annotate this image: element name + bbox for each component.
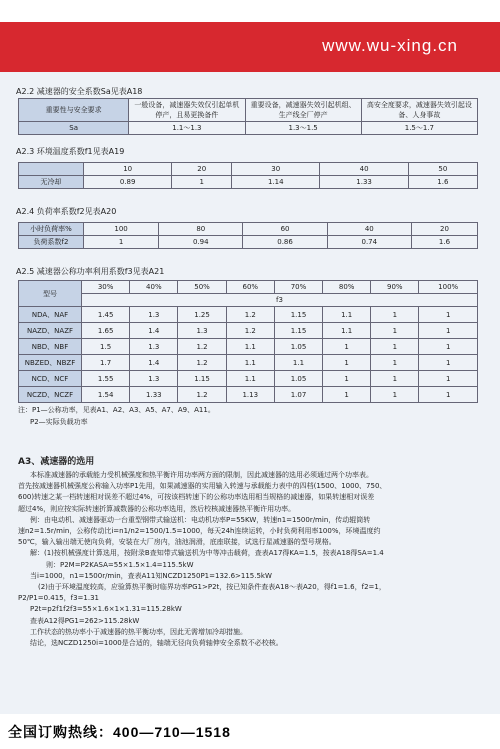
table-row xyxy=(19,371,478,387)
paragraph-line: P2t=p2f1f2f3=55×1.6×1×1.31=115.28kW xyxy=(30,605,182,614)
section-title-a21: A2.5 减速器公称功率利用系数f3见表A21 xyxy=(16,267,165,276)
paragraph-line: 工作状态的热功率小于减速器的热平衡功率，因此无需增加冷却措施。 xyxy=(30,627,247,636)
table-row xyxy=(19,223,478,236)
table-cell: 90% xyxy=(371,281,419,294)
paragraph-line: 本标准减速器的承载能力受机械强度和热平衡许用功率两方面的限制，因此减速器的选用必须通过两个功率表。 xyxy=(30,471,373,479)
a3-body xyxy=(18,470,488,649)
paragraph-line: 例：由电动机、减速器驱动一台重型钢带式输送机：电动机功率P=55KW，转速n1=1500r/min，传动辊筒转 xyxy=(30,515,371,524)
table-row xyxy=(19,323,478,339)
table-cell: 1 xyxy=(419,323,478,339)
table-cell: 1 xyxy=(419,355,478,371)
table-cell xyxy=(19,163,84,176)
table-cell: 1 xyxy=(371,323,419,339)
table-cell: 小时负荷率% xyxy=(19,223,84,236)
table-cell: 高安全度要求，减速器失效引起设备、人身事故 xyxy=(361,99,477,122)
table-cell: 1 xyxy=(371,355,419,371)
table-cell: 1.07 xyxy=(274,387,322,403)
table-cell: f3 xyxy=(82,294,478,307)
table-cell: 1 xyxy=(84,236,159,249)
table-cell: 1.1 xyxy=(323,323,371,339)
table-cell: 1 xyxy=(323,339,371,355)
table-cell: 1.05 xyxy=(274,371,322,387)
table-cell: 1 xyxy=(371,307,419,323)
table-cell: 1 xyxy=(323,387,371,403)
table-cell: 1 xyxy=(419,339,478,355)
table-cell: 1.15 xyxy=(274,323,322,339)
table-cell: 1.6 xyxy=(411,236,477,249)
table-cell: 1.33 xyxy=(320,176,408,189)
table-cell: NDA、NAF xyxy=(19,307,82,323)
table-cell: 一般设备，减速器失效仅引起单机停产，且易更换备件 xyxy=(129,99,245,122)
table-cell: 60 xyxy=(243,223,327,236)
table-cell: 1.1 xyxy=(274,355,322,371)
table-row xyxy=(19,294,478,307)
table-cell: 重要性与安全要求 xyxy=(19,99,129,122)
table-cell: 1.1～1.3 xyxy=(129,122,245,135)
table-row xyxy=(19,176,478,189)
table-cell: 50% xyxy=(178,281,226,294)
table-cell: 1.1 xyxy=(323,307,371,323)
table-cell: 1 xyxy=(371,339,419,355)
table-cell: 1.6 xyxy=(408,176,477,189)
table-notes xyxy=(18,404,215,428)
table-cell: 0.94 xyxy=(159,236,243,249)
table-cell: 1.3～1.5 xyxy=(245,122,361,135)
table-row xyxy=(19,307,478,323)
paragraph-line: 50℃，输入输出端无使向负荷，安装在大厂房内，油池润滑，底座联接，试选行星减速器的型号规格。 xyxy=(18,538,336,547)
table-cell: 1.2 xyxy=(178,355,226,371)
table-cell: 1.3 xyxy=(178,323,226,339)
table-cell: 1.1 xyxy=(226,339,274,355)
table-cell: 1.1 xyxy=(226,355,274,371)
table-row xyxy=(19,163,478,176)
table-cell: 30 xyxy=(232,163,320,176)
top-margin xyxy=(0,0,500,22)
table-cell: 20 xyxy=(172,163,232,176)
paragraph-line: 首先按减速器机械强度公称输入功率P1先用，如果减速器的实用输入转速与承载能力表中的四档(1500、1000、750、 xyxy=(18,482,387,491)
table-cell: 1.05 xyxy=(274,339,322,355)
table-cell: 60% xyxy=(226,281,274,294)
paragraph-line: 则：P2M=P2KASA=55×1.5×1.4=115.5kW xyxy=(46,560,194,569)
table-cell: NCD、NCF xyxy=(19,371,82,387)
table-cell: 100 xyxy=(84,223,159,236)
table-cell: 1.3 xyxy=(130,339,178,355)
table-cell: 1.55 xyxy=(82,371,130,387)
section-title-a19: A2.3 环境温度系数f1见表A19 xyxy=(16,147,125,156)
table-cell: 1.15 xyxy=(178,371,226,387)
paragraph-line: P2/P1=0.415，f3=1.31 xyxy=(18,594,99,603)
table-cell: 0.89 xyxy=(84,176,172,189)
table-cell: 1.54 xyxy=(82,387,130,403)
table-cell: 40 xyxy=(327,223,411,236)
table-cell: 1.5～1.7 xyxy=(361,122,477,135)
table-cell: 1.15 xyxy=(274,307,322,323)
note-line: 注：P1—公称功率，见表A1、A2、A3、A5、A7、A9、A11。 xyxy=(18,406,215,414)
table-cell: 40% xyxy=(130,281,178,294)
table-cell: NCZD、NCZF xyxy=(19,387,82,403)
table-cell: 重要设备，减速器失效引起机组、生产线全厂停产 xyxy=(245,99,361,122)
table-row xyxy=(19,339,478,355)
table-cell: 1.33 xyxy=(130,387,178,403)
table-cell: 1 xyxy=(172,176,232,189)
paragraph-line: 查表A12得PG1=262>115.28kW xyxy=(30,616,140,625)
paragraph-line: 600)转速之某一档转速相对误差不超过4%，可按该档转速下的公称功率选用相当规格的减速器，如果转速相对误差 xyxy=(18,493,375,502)
table-cell: 1.2 xyxy=(178,339,226,355)
table-cell: 0.74 xyxy=(327,236,411,249)
paragraph-line: 速n2=1.5r/min，公称传动比i=n1/n2=1500/1.5=1000，每天24h连续运转，小时负荷利用率100%，环境温度约 xyxy=(18,527,381,536)
table-cell: 1.4 xyxy=(130,355,178,371)
table-cell: 30% xyxy=(82,281,130,294)
table-cell: NAZD、NAZF xyxy=(19,323,82,339)
table-cell: 80% xyxy=(323,281,371,294)
table-cell: 型号 xyxy=(19,281,82,307)
table-cell: 100% xyxy=(419,281,478,294)
paragraph-line: (2)由于环境温度较高，应验算热平衡时临界功率PG1>P2t，按已知条件查表A18～表A20，得f1=1.6，f2=1， xyxy=(38,583,386,592)
table-cell: 40 xyxy=(320,163,408,176)
table-cell: 1.3 xyxy=(130,371,178,387)
table-cell: 1 xyxy=(323,355,371,371)
hotline-text: 全国订购热线：400—710—1518 xyxy=(8,724,231,740)
table-cell: 1 xyxy=(419,371,478,387)
table-cell: 50 xyxy=(408,163,477,176)
table-cell: 70% xyxy=(274,281,322,294)
table-cell: 1 xyxy=(419,387,478,403)
table-cell: NBZED、NBZF xyxy=(19,355,82,371)
table-cell: Sa xyxy=(19,122,129,135)
table-row xyxy=(19,122,478,135)
table-cell: 0.86 xyxy=(243,236,327,249)
footer xyxy=(0,714,500,749)
table-cell: 1.5 xyxy=(82,339,130,355)
table-cell: 1.2 xyxy=(178,387,226,403)
table-cell: 1 xyxy=(323,371,371,387)
table-cell: 1.13 xyxy=(226,387,274,403)
table-cell: 20 xyxy=(411,223,477,236)
table-cell: 1.25 xyxy=(178,307,226,323)
table-cell: 1.3 xyxy=(130,307,178,323)
table-cell: 1.2 xyxy=(226,323,274,339)
table-cell: 1.7 xyxy=(82,355,130,371)
paragraph-line: 解：(1)按机械强度计算选用，按附录B查知带式输送机为中等冲击载荷，查表A17得KA=1.5，按表A18得SA=1.4 xyxy=(30,549,384,558)
table-row xyxy=(19,355,478,371)
table-cell: 1 xyxy=(371,371,419,387)
table-cell: 80 xyxy=(159,223,243,236)
table-cell: 1.2 xyxy=(226,307,274,323)
table-cell: 负荷系数f2 xyxy=(19,236,84,249)
note-line: P2—实际负载功率 xyxy=(30,418,88,426)
section-title-a20: A2.4 负荷率系数f2见表A20 xyxy=(16,207,117,216)
table-cell: 1.65 xyxy=(82,323,130,339)
table-a21 xyxy=(18,280,478,403)
paragraph-line: 当i=1000，n1=1500r/min，查表A11知NCZD1250P1=132.6>115.5kW xyxy=(30,571,272,580)
section-title-a3: A3、减速器的选用 xyxy=(18,457,95,467)
table-cell: 1.14 xyxy=(232,176,320,189)
paragraph-line: 结论，选NCZD1250i=1000是合适的，轴端无径向负荷轴伸安全系数不必校核。 xyxy=(30,639,283,648)
table-cell: 无冷却 xyxy=(19,176,84,189)
table-a19 xyxy=(18,162,478,189)
section-title-a18: A2.2 减速器的安全系数Sa见表A18 xyxy=(16,87,143,96)
table-cell: 1 xyxy=(371,387,419,403)
table-row xyxy=(19,236,478,249)
table-cell: 1.4 xyxy=(130,323,178,339)
table-cell: NBD、NBF xyxy=(19,339,82,355)
table-cell: 10 xyxy=(84,163,172,176)
table-a20 xyxy=(18,222,478,249)
table-cell: 1 xyxy=(419,307,478,323)
header-banner xyxy=(0,22,500,72)
site-url[interactable]: www.wu-xing.cn xyxy=(322,36,458,55)
paragraph-line: 超过4%，则应按实际转速折算减数器的公称功率选用，然后校核减速器热平衡许用功率。 xyxy=(18,504,296,513)
table-a18 xyxy=(18,98,478,135)
table-cell: 1.45 xyxy=(82,307,130,323)
table-row xyxy=(19,387,478,403)
table-row xyxy=(19,281,478,294)
table-row xyxy=(19,99,478,122)
table-cell: 1.1 xyxy=(226,371,274,387)
